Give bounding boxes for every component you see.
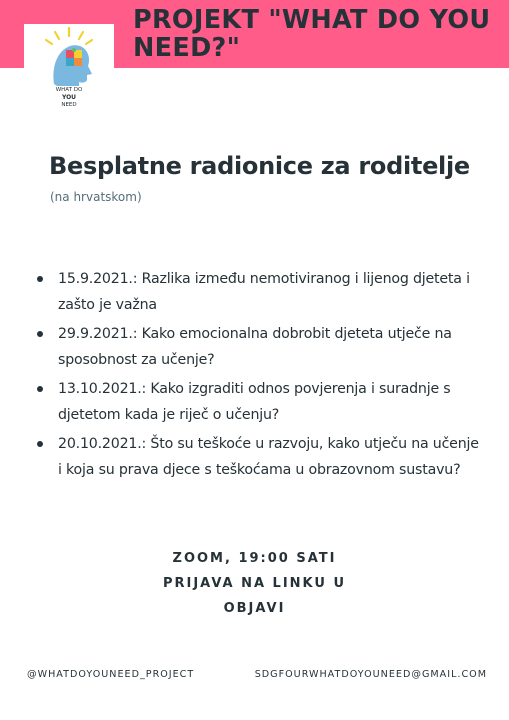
logo-text-line3: NEED (61, 102, 77, 108)
page-title: Besplatne radionice za roditelje (49, 152, 470, 180)
logo (24, 24, 114, 114)
contact-email: SDGFOURWHATDOYOUNEED@GMAIL.COM (254, 669, 487, 680)
list-item (36, 321, 486, 373)
registration-line1: PRIJAVA NA LINKU U (162, 576, 347, 591)
workshop-text: 20.10.2021.: Što su teškoće u razvoju, kako utječu na učenje i koja su prava djece s teškoćama u obrazovnom sustavu? (58, 436, 479, 478)
list-item (36, 431, 486, 483)
workshop-text: 13.10.2021.: Kako izgraditi odnos povjerenja i suradnje s djetetom kada je riječ o učenju? (58, 381, 451, 423)
bullet-icon (37, 386, 43, 392)
workshop-text: 15.9.2021.: Razlika između nemotiviranog i lijenog djeteta i zašto je važna (58, 271, 470, 313)
event-info (100, 546, 409, 621)
list-item (36, 376, 486, 428)
page-subtitle: (na hrvatskom) (50, 190, 142, 204)
logo-text-line2: YOU (61, 94, 77, 101)
logo-text-line1: WHAT DO (55, 87, 83, 93)
event-time: ZOOM, 19:00 SATI (172, 551, 337, 566)
workshop-list (36, 266, 486, 486)
project-title: PROJEKT "WHAT DO YOU NEED?" (133, 5, 491, 63)
workshop-text: 29.9.2021.: Kako emocionalna dobrobit djeteta utječe na sposobnost za učenje? (58, 326, 452, 368)
bullet-icon (37, 331, 43, 337)
list-item (36, 266, 486, 318)
bullet-icon (37, 276, 43, 282)
instagram-handle: @WHATDOYOUNEED_PROJECT (27, 669, 195, 680)
bullet-icon (37, 441, 43, 447)
registration-line2: OBJAVI (223, 601, 286, 616)
